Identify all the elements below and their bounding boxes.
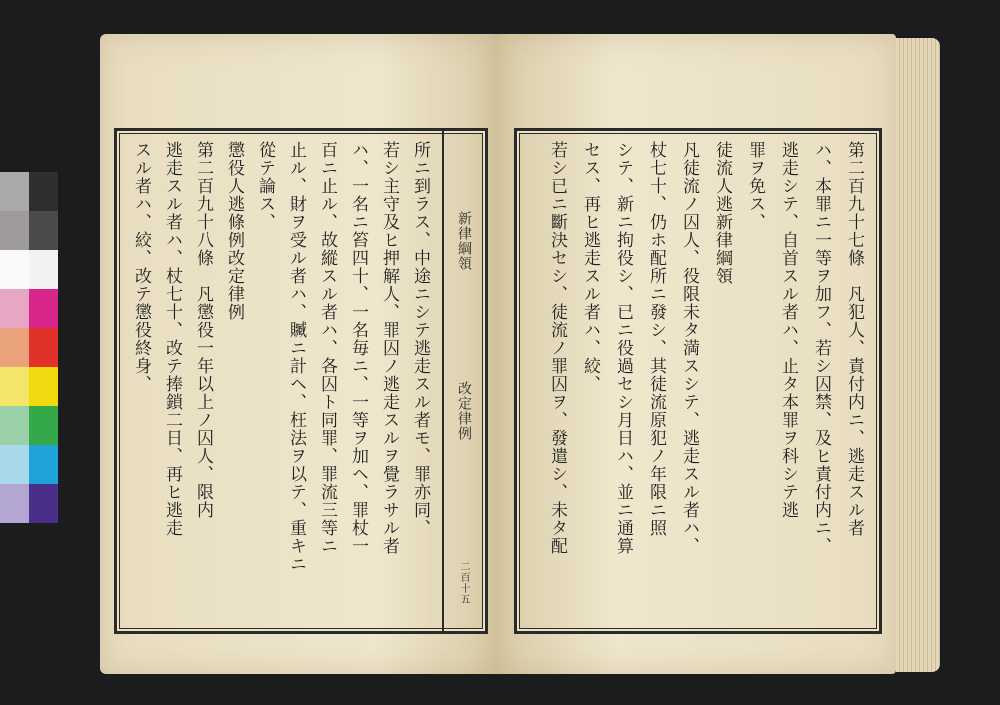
page-number: 二百十五 [458, 561, 469, 605]
color-swatch [29, 445, 58, 484]
color-swatch [29, 211, 58, 250]
color-swatch [0, 172, 29, 211]
text-column: 懲役人逃條例改定律例 [224, 141, 244, 321]
text-column: ハ、本罪ニ一等ヲ加フ、若シ囚禁、及ヒ責付内ニ、 [811, 141, 831, 555]
text-column: 第二百九十八條 凡懲役一年以上ノ囚人、限内 [193, 141, 213, 519]
color-calibration-chart [0, 172, 60, 527]
text-column: 止ル、財ヲ受ル者ハ、贓ニ計ヘ、枉法ヲ以テ、重キニ [286, 141, 306, 573]
text-column: 若シ主守及ヒ押解人、罪囚ノ逃走スルヲ覺ラサル者 [379, 141, 399, 555]
text-column: 所ニ到ラス、中途ニシテ逃走スル者モ、罪亦同、 [410, 141, 430, 537]
text-column: スル者ハ、絞、改テ懲役終身、 [131, 141, 151, 393]
open-book [92, 28, 942, 678]
color-swatch [0, 445, 29, 484]
color-swatch [0, 250, 29, 289]
left-page [100, 34, 496, 674]
color-swatch [0, 367, 29, 406]
right-text-frame [514, 128, 882, 634]
book-title: 新律綱領 [456, 211, 472, 271]
color-swatch [29, 289, 58, 328]
color-swatch [29, 406, 58, 445]
section-title: 改定律例 [456, 381, 472, 441]
text-column: 逃走スル者ハ、杖七十、改テ捧鎖二日、再ヒ逃走 [162, 141, 182, 537]
color-swatch [29, 250, 58, 289]
color-swatch [0, 484, 29, 523]
color-swatch [29, 484, 58, 523]
margin-divider [442, 131, 444, 631]
text-column: 從テ論ス、 [255, 141, 275, 231]
text-column: 若シ已ニ斷決セシ、徒流ノ罪囚ヲ、發遣シ、未タ配 [547, 141, 567, 555]
color-swatch [0, 406, 29, 445]
color-swatch [0, 289, 29, 328]
color-swatch [0, 211, 29, 250]
text-column: セス、再ヒ逃走スル者ハ、絞、 [580, 141, 600, 393]
color-swatch [29, 172, 58, 211]
color-swatch [29, 328, 58, 367]
text-column: ハ、一名ニ笞四十、一名毎ニ、一等ヲ加ヘ、罪杖一 [348, 141, 368, 555]
text-column: 罪ヲ免ス、 [745, 141, 765, 231]
text-column: 第二百九十七條 凡犯人、責付内ニ、逃走スル者 [844, 141, 864, 537]
text-column: 逃走シテ、自首スル者ハ、止タ本罪ヲ科シテ逃 [778, 141, 798, 519]
left-text-frame [114, 128, 488, 634]
text-column: 百ニ止ル、故縱スル者ハ、各囚ト同罪、罪流三等ニ [317, 141, 337, 555]
text-column: シテ、新ニ拘役シ、已ニ役過セシ月日ハ、並ニ通算 [613, 141, 633, 555]
text-column: 杖七十、仍ホ配所ニ發シ、其徒流原犯ノ年限ニ照 [646, 141, 666, 537]
color-swatch [0, 328, 29, 367]
text-column: 徒流人逃新律綱領 [712, 141, 732, 285]
right-page [496, 34, 896, 674]
color-swatch [29, 367, 58, 406]
page-edges [896, 38, 940, 672]
text-column: 凡徒流ノ囚人、役限未タ満スシテ、逃走スル者ハ、 [679, 141, 699, 555]
